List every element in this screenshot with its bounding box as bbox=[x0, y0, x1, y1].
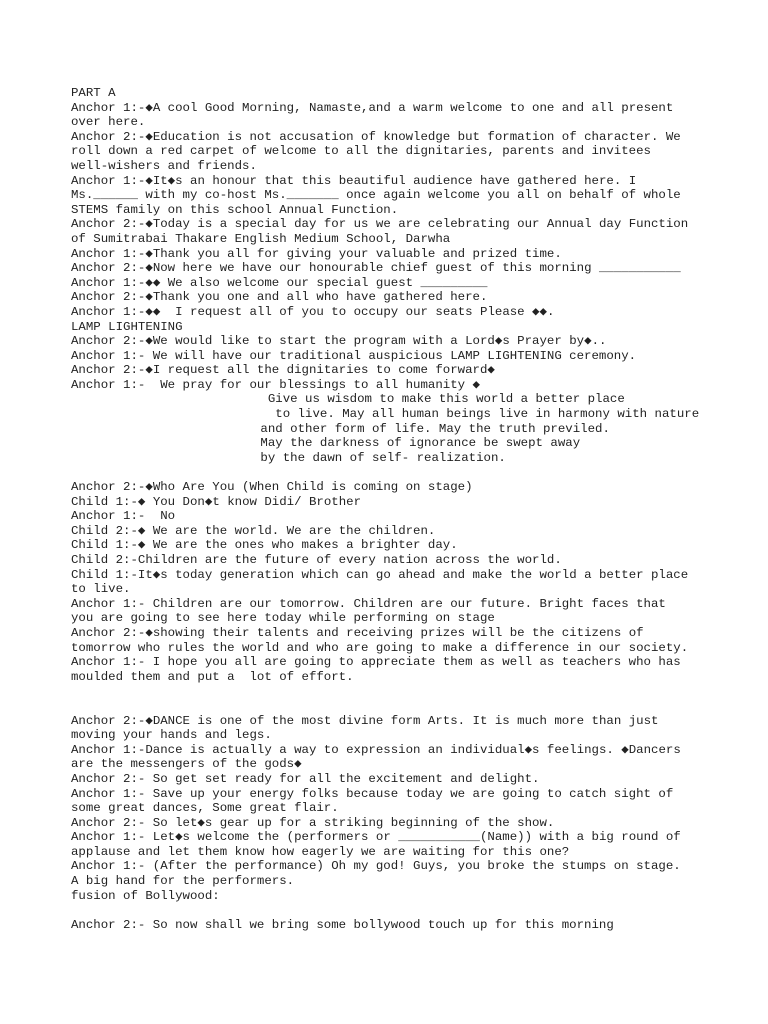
script-line: Anchor 1:- Children are our tomorrow. Children are our future. Bright faces that bbox=[71, 596, 666, 611]
verse-line: Give us wisdom to make this world a better place bbox=[253, 392, 625, 407]
script-line: Anchor 2:-◆Education is not accusation of knowledge but formation of character. We bbox=[71, 129, 681, 144]
script-line: applause and let them know how eagerly we are waiting for this one? bbox=[71, 844, 570, 859]
script-line: Anchor 2:-◆DANCE is one of the most divine form Arts. It is much more than just bbox=[71, 713, 659, 728]
script-line: Anchor 1:- Let◆s welcome the (performers or ___________(Name)) with a big round of bbox=[71, 830, 681, 845]
script-line: some great dances, Some great flair. bbox=[71, 801, 339, 816]
script-line: Ms.______ with my co-host Ms._______ once again welcome you all on behalf of whole bbox=[71, 188, 681, 203]
verse-line: May the darkness of ignorance be swept away bbox=[253, 436, 581, 451]
script-line: moving your hands and legs. bbox=[71, 728, 272, 743]
blank-line bbox=[71, 465, 731, 480]
script-line: moulded them and put a lot of effort. bbox=[71, 669, 354, 684]
script-line: Anchor 2:- So now shall we bring some bollywood touch up for this morning bbox=[71, 917, 614, 932]
script-line: Anchor 2:-◆We would like to start the program with a Lord◆s Prayer by◆.. bbox=[71, 334, 607, 349]
blank-lines bbox=[71, 684, 731, 713]
script-line: Anchor 1:-◆A cool Good Morning, Namaste,and a warm welcome to one and all present bbox=[71, 100, 674, 115]
script-line: Anchor 2:-◆Today is a special day for us we are celebrating our Annual day Function bbox=[71, 217, 689, 232]
script-line: Child 1:-It◆s today generation which can go ahead and make the world a better place bbox=[71, 567, 689, 582]
script-line: Anchor 2:-◆Now here we have our honourable chief guest of this morning ___________ bbox=[71, 261, 681, 276]
script-line: Anchor 2:-◆Thank you one and all who have gathered here. bbox=[71, 290, 488, 305]
script-line: Anchor 1:- Save up your energy folks because today we are going to catch sight of bbox=[71, 786, 674, 801]
verse-line: by the dawn of self- realization. bbox=[253, 450, 506, 465]
script-line: Anchor 1:-Dance is actually a way to expression an individual◆s feelings. ◆Dancers bbox=[71, 742, 681, 757]
blank-line bbox=[71, 903, 731, 918]
script-line: A big hand for the performers. bbox=[71, 874, 295, 889]
script-line: Child 1:-◆ You Don◆t know Didi/ Brother bbox=[71, 494, 362, 509]
script-section-dance bbox=[71, 714, 731, 904]
script-line: to live. bbox=[71, 582, 131, 597]
script-line: fusion of Bollywood: bbox=[71, 888, 220, 903]
script-line: Anchor 1:- No bbox=[71, 509, 176, 524]
script-line: PART A bbox=[71, 86, 116, 100]
script-section-children bbox=[71, 480, 731, 684]
script-line: Anchor 1:-◆It◆s an honour that this beautiful audience have gathered here. I bbox=[71, 173, 637, 188]
script-line: of Sumitrabai Thakare English Medium School, Darwha bbox=[71, 231, 451, 246]
script-line: Child 2:-Children are the future of every nation across the world. bbox=[71, 553, 562, 567]
script-line: Anchor 2:-◆showing their talents and receiving prizes will be the citizens of bbox=[71, 625, 644, 640]
script-line: Anchor 2:- So get set ready for all the excitement and delight. bbox=[71, 771, 540, 786]
script-line: well-wishers and friends. bbox=[71, 158, 257, 173]
script-line: Anchor 1:- (After the performance) Oh my god! Guys, you broke the stumps on stage. bbox=[71, 859, 681, 874]
script-line: Anchor 2:- So let◆s gear up for a striking beginning of the show. bbox=[71, 815, 555, 830]
script-line: Anchor 1:-◆◆ I request all of you to occupy our seats Please ◆◆. bbox=[71, 304, 555, 319]
script-line: Child 1:-◆ We are the ones who makes a brighter day. bbox=[71, 538, 458, 553]
verse-line: and other form of life. May the truth previled. bbox=[253, 421, 610, 436]
script-line: Anchor 1:-◆◆ We also welcome our special guest _________ bbox=[71, 275, 488, 290]
script-line: Anchor 2:-◆I request all the dignitaries to come forward◆ bbox=[71, 363, 495, 378]
script-line: Anchor 1:-◆Thank you all for giving your valuable and prized time. bbox=[71, 246, 562, 261]
script-line: you are going to see here today while performing on stage bbox=[71, 611, 495, 626]
script-section-bollywood bbox=[71, 918, 731, 933]
script-line: are the messengers of the gods◆ bbox=[71, 757, 302, 772]
script-line: Anchor 1:- We pray for our blessings to all humanity ◆ bbox=[71, 377, 480, 392]
script-line: STEMS family on this school Annual Function. bbox=[71, 202, 399, 217]
script-line: tomorrow who rules the world and who are going to make a difference in our society. bbox=[71, 640, 689, 655]
script-line: over here. bbox=[71, 115, 146, 130]
script-line: Anchor 2:-◆Who Are You (When Child is coming on stage) bbox=[71, 480, 473, 495]
script-line: Anchor 1:- We will have our traditional auspicious LAMP LIGHTENING ceremony. bbox=[71, 348, 637, 363]
script-line: Child 2:-◆ We are the world. We are the children. bbox=[71, 523, 436, 538]
script-line: LAMP LIGHTENING bbox=[71, 319, 183, 334]
script-line: Anchor 1:- I hope you all are going to appreciate them as well as teachers who has bbox=[71, 655, 681, 670]
document-page bbox=[71, 86, 731, 932]
script-line: roll down a red carpet of welcome to all the dignitaries, parents and invitees bbox=[71, 144, 651, 159]
prayer-verse bbox=[71, 392, 731, 465]
script-section-opening bbox=[71, 86, 731, 392]
verse-line: to live. May all human beings live in harmony with nature bbox=[253, 407, 700, 422]
